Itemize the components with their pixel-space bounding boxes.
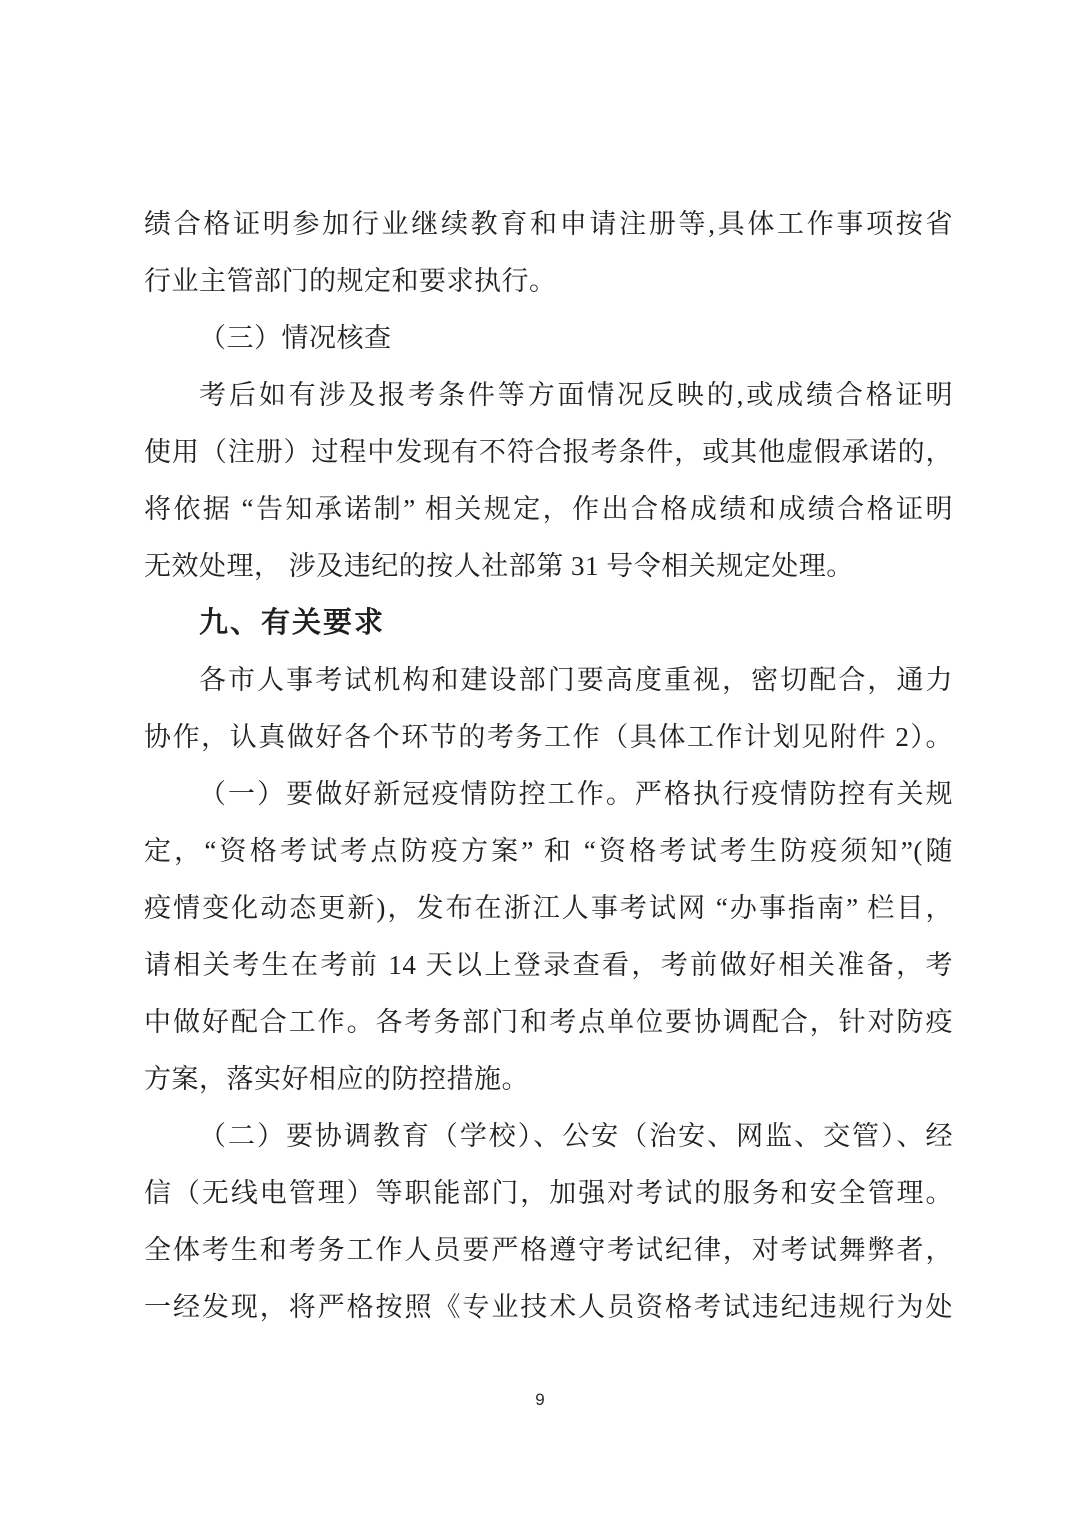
- text-line: 考后如有涉及报考条件等方面情况反映的,或成绩合格证明: [199, 380, 953, 410]
- page-number: 9: [535, 1390, 545, 1409]
- text-line: 协作，认真做好各个环节的考务工作（具体工作计划见附件 2）。: [144, 722, 953, 752]
- document-body: [144, 196, 953, 1336]
- text-line: 将依据 “告知承诺制” 相关规定，作出合格成绩和成绩合格证明: [144, 494, 953, 524]
- text-line: 方案，落实好相应的防控措施。: [144, 1064, 529, 1094]
- text-line: 中做好配合工作。各考务部门和考点单位要协调配合，针对防疫: [144, 1007, 953, 1037]
- subsection-heading: （三）情况核查: [199, 323, 392, 353]
- text-line: 行业主管部门的规定和要求执行。: [144, 266, 557, 296]
- text-line: （二）要协调教育（学校）、公安（治安、网监、交管）、经: [199, 1121, 953, 1151]
- text-line: 请相关考生在考前 14 天以上登录查看，考前做好相关准备，考: [144, 950, 953, 980]
- text-line: 使用（注册）过程中发现有不符合报考条件，或其他虚假承诺的，: [144, 437, 953, 467]
- text-line: 绩合格证明参加行业继续教育和申请注册等,具体工作事项按省: [144, 209, 953, 239]
- text-line: 疫情变化动态更新)，发布在浙江人事考试网 “办事指南” 栏目，: [144, 893, 953, 923]
- text-line: 各市人事考试机构和建设部门要高度重视，密切配合，通力: [199, 665, 953, 695]
- text-line: 全体考生和考务工作人员要严格遵守考试纪律，对考试舞弊者，: [144, 1235, 953, 1265]
- text-line: 无效处理， 涉及违纪的按人社部第 31 号令相关规定处理。: [144, 551, 854, 581]
- section-heading: 九、有关要求: [199, 607, 386, 639]
- text-line: （一）要做好新冠疫情防控工作。严格执行疫情防控有关规: [199, 779, 953, 809]
- text-line: 一经发现，将严格按照《专业技术人员资格考试违纪违规行为处: [144, 1292, 953, 1322]
- text-line: 定，“资格考试考点防疫方案” 和 “资格考试考生防疫须知”(随: [144, 836, 953, 866]
- text-line: 信（无线电管理）等职能部门，加强对考试的服务和安全管理。: [144, 1178, 953, 1208]
